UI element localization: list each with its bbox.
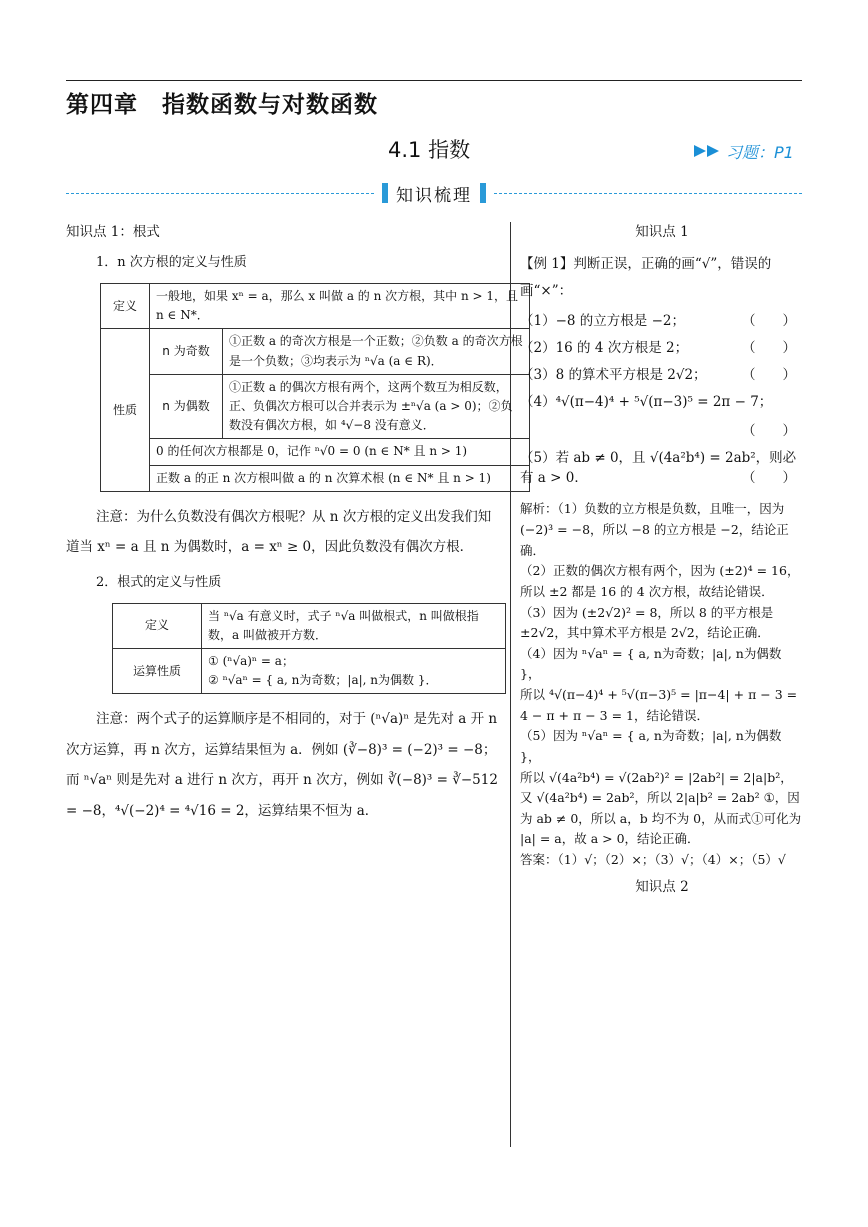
table-cell-operations	[202, 649, 506, 694]
table-cell-arithmetic-root: 正数 a 的正 n 次方根叫做 a 的 n 次算术根 (n ∈ N* 且 n > 1)	[150, 465, 530, 491]
example-item-text: （3）8 的算术平方根是 2√2；	[520, 366, 707, 383]
banner-bar-right	[480, 183, 486, 203]
table-cell-odd: ①正数 a 的奇次方根是一个正数；②负数 a 的奇次方根是一个负数；③均表示为 ⁿ√a (a ∈ R)．	[223, 329, 530, 374]
analysis-paragraph: 所以 ⁴√(π−4)⁴ + ⁵√(π−3)⁵ = |π−4| + π − 3 = 4 − π + π − 3 = 1，结论错误．	[520, 687, 798, 723]
answer-blank: （ ）	[742, 366, 796, 383]
operation-rule-1: ① (ⁿ√a)ⁿ = a；	[208, 654, 294, 669]
analysis-paragraph: （3）因为 (±2√2)² = 8，所以 8 的平方根是 ±2√2，其中算术平方根是 2√2，结论正确．	[520, 604, 774, 641]
example-item	[520, 311, 804, 332]
answer-blank: （ ）	[742, 339, 796, 356]
table-label-definition: 定义	[113, 603, 202, 648]
subsection-heading: 2．根式的定义与性质	[96, 574, 222, 590]
analysis-paragraph: 解析：（1）负数的立方根是负数，且唯一，因为 (−2)³ = −8，所以 −8 的立方根是 −2，结论正确．	[520, 501, 789, 558]
analysis-paragraph: （4）因为 ⁿ√aⁿ = { a, n为奇数；|a|, n为偶数 }，	[520, 645, 782, 682]
analysis-paragraph: 所以 √(4a²b⁴) = √(2ab²)² = |2ab²| = 2|a|b²，又 √(4a²b⁴) = 2ab²，所以 2|a|b² = 2ab² ①，因为 ab ≠ 0，所以 a，b 均不为 0，从而式①可化为 |a| = a，故 a > 0，结论正确．	[520, 769, 802, 847]
knowledge-point-heading: 知识点 2	[635, 878, 689, 895]
table-label-even: n 为偶数	[150, 374, 223, 439]
table-cell-definition: 一般地，如果 xⁿ = a，那么 x 叫做 a 的 n 次方根，其中 n > 1，且 n ∈ N*．	[150, 284, 530, 329]
operation-rule-2: ② ⁿ√aⁿ = { a, n为奇数；|a|, n为偶数 }．	[208, 673, 438, 688]
note-even-root: 注意：为什么负数没有偶次方根呢？从 n 次方根的定义出发我们知道当 xⁿ = a 且 n 为偶数时，a = xⁿ ≥ 0，因此负数没有偶次方根．	[66, 508, 492, 556]
section-banner	[66, 180, 802, 206]
banner-dash-right	[494, 193, 802, 194]
table-cell-zero: 0 的任何次方根都是 0，记作 ⁿ√0 = 0 (n ∈ N* 且 n > 1)	[150, 439, 530, 465]
analysis-paragraph: （2）正数的偶次方根有两个，因为 (±2)⁴ = 16，所以 ±2 都是 16 的 4 次方根，故结论错误．	[520, 563, 800, 599]
table-cell-definition: 当 ⁿ√a 有意义时，式子 ⁿ√a 叫做根式，n 叫做根指数，a 叫做被开方数．	[202, 603, 506, 648]
answer-line: 答案：（1）√；（2）×；（3）√；（4）×；（5）√	[520, 852, 786, 867]
subsection-heading: 1．n 次方根的定义与性质	[96, 254, 247, 270]
example-item	[520, 365, 804, 386]
banner-title: 知识梳理	[396, 185, 472, 206]
example-item-text: （5）若 ab ≠ 0，且 √(4a²b⁴) = 2ab²，则必有 a > 0．	[520, 449, 797, 487]
right-column	[520, 222, 804, 898]
table-label-operations: 运算性质	[113, 649, 202, 694]
header-rule	[66, 80, 802, 81]
knowledge-point-title: 知识点 1：根式	[66, 224, 160, 240]
table-cell-even: ①正数 a 的偶次方根有两个，这两个数互为相反数，正、负偶次方根可以合并表示为 ±ⁿ√a (a > 0)；②负数没有偶次方根，如 ⁴√−8 没有意义．	[223, 374, 530, 439]
note-order-of-operations: 注意：两个式子的运算顺序是不相同的，对于 (ⁿ√a)ⁿ 是先对 a 开 n 次方运算，再 n 次方，运算结果恒为 a．例如 (∛−8)³ = (−2)³ = −8；而 ⁿ√aⁿ 则是先对 a 进行 n 次方，再开 n 次方，例如 ∛(−8)³ = ∛−512 = −8，⁴√(−2)⁴ = ⁴√16 = 2，运算结果不恒为 a．	[66, 711, 498, 819]
answer-blank: （ ）	[742, 422, 796, 439]
example-item	[520, 338, 804, 359]
analysis-block	[520, 499, 804, 870]
banner-bar-left	[382, 183, 388, 203]
nth-root-table	[100, 283, 530, 492]
exercise-reference-label: 习题：P1	[726, 143, 794, 162]
chapter-title: 第四章 指数函数与对数函数	[66, 92, 378, 118]
example-item	[520, 392, 804, 442]
section-title: 4.1 指数	[388, 138, 471, 162]
table-label-properties: 性质	[101, 329, 150, 491]
knowledge-point-heading: 知识点 1	[635, 224, 689, 240]
example-item	[520, 448, 804, 490]
left-column	[66, 222, 523, 826]
radical-table	[112, 603, 506, 695]
table-label-odd: n 为奇数	[150, 329, 223, 374]
banner-dash-left	[66, 193, 374, 194]
example-item-text: （1）−8 的立方根是 −2；	[520, 312, 685, 329]
example-item-text: （4）⁴√(π−4)⁴ + ⁵√(π−3)⁵ = 2π − 7；	[520, 393, 773, 410]
answer-blank: （ ）	[742, 312, 796, 329]
exercise-reference[interactable]	[694, 140, 794, 163]
analysis-paragraph: （5）因为 ⁿ√aⁿ = { a, n为奇数；|a|, n为偶数 }，	[520, 728, 782, 764]
example-item-text: （2）16 的 4 次方根是 2；	[520, 339, 689, 356]
double-arrow-icon	[694, 142, 722, 161]
answer-blank: （ ）	[742, 470, 796, 487]
table-label-definition: 定义	[101, 284, 150, 329]
example-intro: 【例 1】判断正误，正确的画“√”，错误的画“×”：	[520, 255, 772, 299]
